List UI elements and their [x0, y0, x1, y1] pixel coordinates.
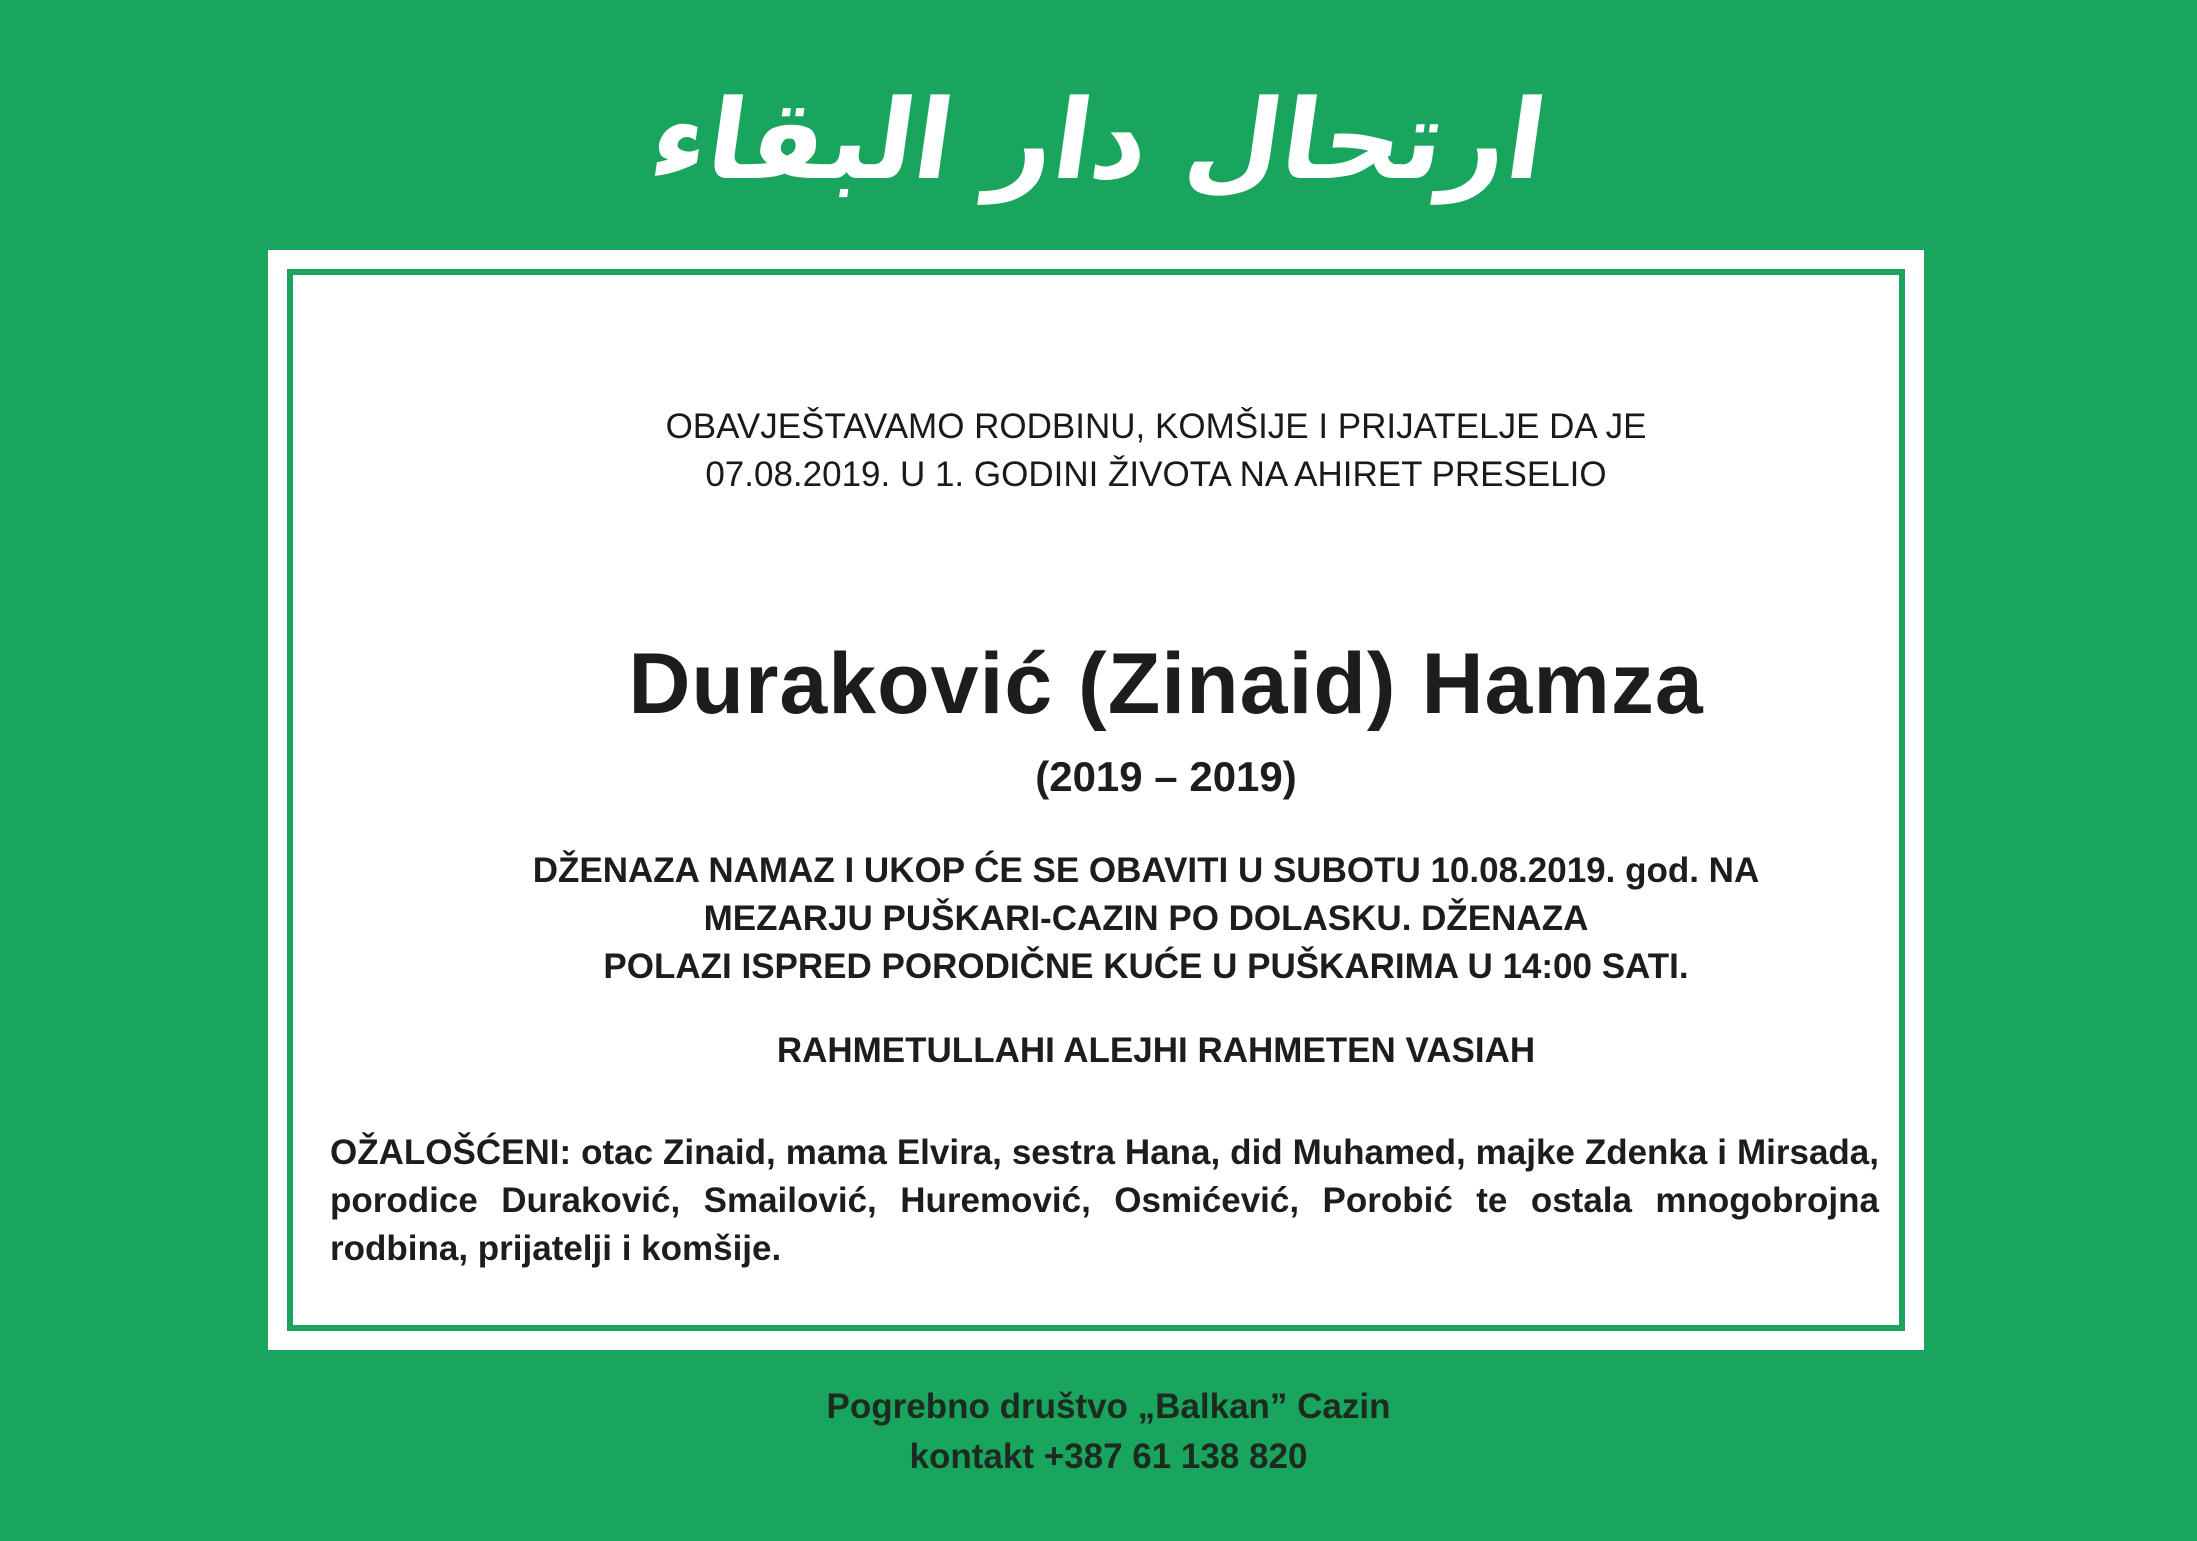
prayer-line: RAHMETULLAHI ALEJHI RAHMETEN VASIAH — [776, 1031, 1536, 1070]
funeral-line-1: DŽENAZA NAMAZ I UKOP ĆE SE OBAVITI U SUBOTU 10.08.2019. god. NA — [532, 851, 1760, 890]
notice-inner-border — [287, 269, 1905, 1331]
intro-line-2: 07.08.2019. U 1. GODINI ŽIVOTA NA AHIRET PRESELIO — [705, 455, 1607, 494]
arabic-calligraphy-header — [0, 40, 2197, 240]
calligraphy-text: ارتحال دار البقاء — [642, 76, 1555, 204]
funeral-line-3: POLAZI ISPRED PORODIČNE KUĆE U PUŠKARIMA U 14:00 SATI. — [603, 947, 1689, 986]
funeral-home-contact: kontakt +387 61 138 820 — [909, 1437, 1308, 1476]
life-years: (2019 – 2019) — [1035, 753, 1297, 800]
deceased-name: Duraković (Zinaid) Hamza — [628, 636, 1704, 732]
funeral-home-footer — [0, 1382, 2197, 1482]
funeral-line-2: MEZARJU PUŠKARI-CAZIN PO DOLASKU. DŽENAZA — [703, 899, 1589, 938]
intro-line-1: OBAVJEŠTAVAMO RODBINU, KOMŠIJE I PRIJATELJE DA JE — [665, 407, 1647, 446]
notice-intro — [293, 403, 1899, 499]
mourners-text: otac Zinaid, mama Elvira, sestra Hana, did Muhamed, majke Zdenka i Mirsada, porodice Duraković, Smailović, Huremović, Osmićević, Porobić te ostala mnogobrojna rodbina, prijatelji i komšije. — [330, 1133, 1879, 1268]
funeral-home-name: Pogrebno društvo „Balkan” Cazin — [826, 1387, 1391, 1426]
mourners-label: OŽALOŠĆENI: — [330, 1133, 572, 1172]
mourners-paragraph — [330, 1129, 1879, 1273]
funeral-details — [293, 847, 1899, 991]
notice-outer-frame — [268, 250, 1924, 1350]
